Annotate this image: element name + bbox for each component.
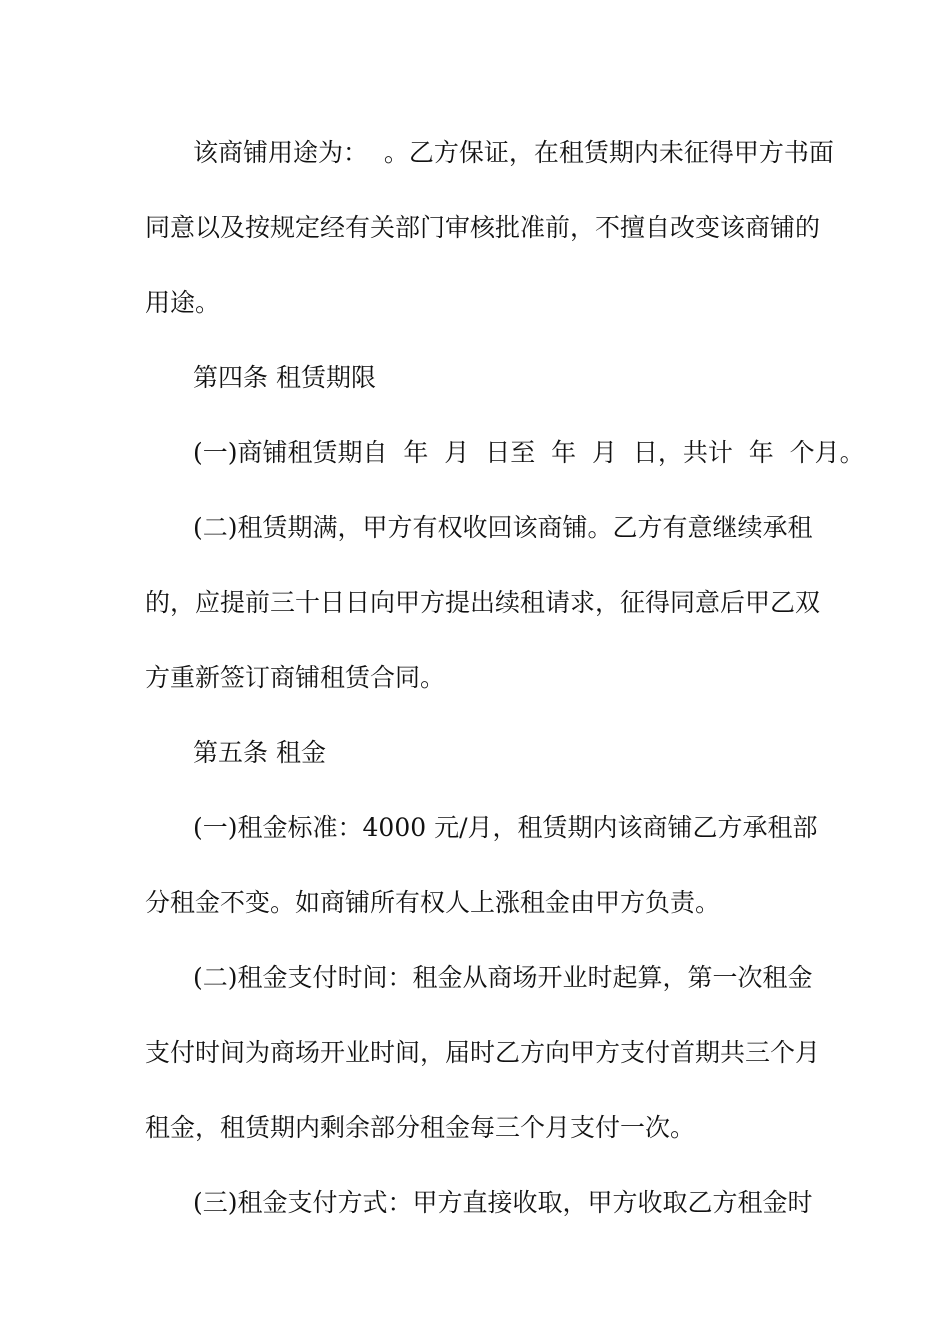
text-line: 租金，租赁期内剩余部分租金每三个月支付一次。 bbox=[145, 1113, 696, 1142]
section-heading: 第四条 租赁期限 bbox=[193, 363, 376, 392]
section-heading: 第五条 租金 bbox=[193, 738, 326, 767]
text-line: (二)租金支付时间：租金从商场开业时起算，第一次租金 bbox=[193, 963, 813, 992]
text-line: 的，应提前三十日日向甲方提出续租请求，征得同意后甲乙双 bbox=[145, 588, 821, 617]
text-line: 同意以及按规定经有关部门审核批准前，不擅自改变该商铺的 bbox=[145, 213, 821, 242]
text-line: (一)商铺租赁期自 年 月 日至 年 月 日，共计 年 个月。 bbox=[193, 438, 865, 467]
text-line: (二)租赁期满，甲方有权收回该商铺。乙方有意继续承租 bbox=[193, 513, 813, 542]
text-line: (三)租金支付方式：甲方直接收取，甲方收取乙方租金时 bbox=[193, 1188, 813, 1217]
text-line: 支付时间为商场开业时间，届时乙方向甲方支付首期共三个月 bbox=[145, 1038, 821, 1067]
text-line: 分租金不变。如商铺所有权人上涨租金由甲方负责。 bbox=[145, 888, 721, 917]
text-line: 用途。 bbox=[145, 288, 221, 317]
text-line: (一)租金标准：4000 元/月，租赁期内该商铺乙方承租部 bbox=[193, 813, 818, 842]
text-line: 该商铺用途为： 。乙方保证，在租赁期内未征得甲方书面 bbox=[193, 138, 834, 167]
text-line: 方重新签订商铺租赁合同。 bbox=[145, 663, 446, 692]
document-body bbox=[145, 128, 865, 1253]
